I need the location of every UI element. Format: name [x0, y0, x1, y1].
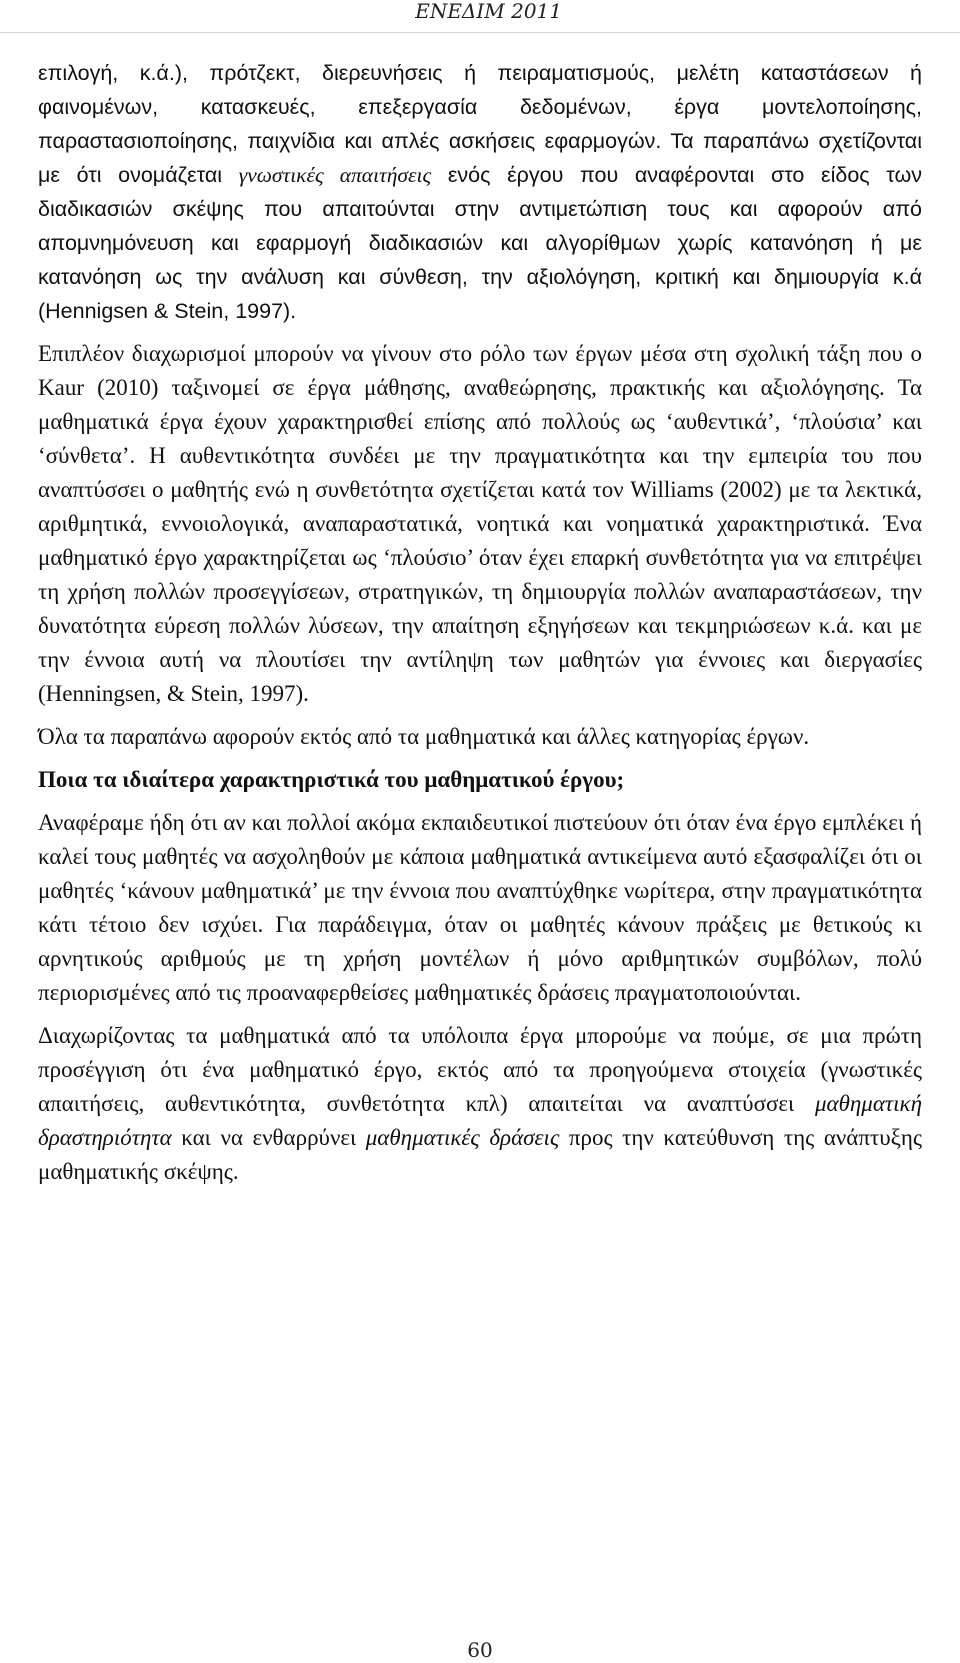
paragraph-doing-mathematics: Αναφέραμε ήδη ότι αν και πολλοί ακόμα εκπαιδευτικοί πιστεύουν ότι όταν ένα έργο εμπλέκει ή καλεί τους μαθητές να ασχοληθούν με κάποια μαθηματικά αντικείμενα αυτό εξασφαλίζει ότι οι μαθητές ‘κάνουν μαθηματικά’ με την έννοια που αναπτύχθηκε νωρίτερα, στην πραγματικότητα κάτι τέτοιο δεν ισχύει. Για παράδειγμα, όταν οι μαθητές κάνουν πράξεις με θετικούς κι αρνητικούς αριθμούς με τη χρήση μοντέλων ή μόνο αριθμητικών συμβόλων, πολύ περιορισμένες από τις προαναφερθείσες μαθηματικές δράσεις πραγματοποιούνται. [38, 810, 922, 1005]
paragraph-task-types-text-b: ενός έργου που αναφέρονται στο είδος των διαδικασιών σκέψης που απαιτούνται στην αντιμετώπιση τους και αφορούν από απομνημόνευση και εφαρμογή διαδικασιών και αλγορίθμων χωρίς κατανόηση ή με κατανόηση ως την ανάλυση και σύνθεση, την αξιολόγηση, κριτική και δημιουργία κ.ά (Hennigsen & Stein, 1997). [38, 163, 922, 323]
page-body [38, 56, 922, 1189]
paragraph-mathematical-activity-text-c: προς την κατεύθυνση της ανάπτυξης μαθηματικής σκέψης. [38, 1125, 922, 1184]
paragraph-task-types [38, 56, 922, 328]
running-header [415, 0, 562, 22]
section-heading: Ποια τα ιδιαίτερα χαρακτηριστικά του μαθηματικού έργου; [38, 767, 625, 792]
page-number: 60 [467, 1638, 493, 1662]
paragraph-mathematical-activity-text-b: και να ενθαρρύνει [171, 1125, 366, 1150]
paragraph-other-categories: Όλα τα παραπάνω αφορούν εκτός από τα μαθηματικά και άλλες κατηγορίας έργων. [38, 724, 810, 749]
paragraph-task-types-text-a: επιλογή, κ.ά.), πρότζεκτ, διερευνήσεις ή πειραματισμούς, μελέτη καταστάσεων ή φαινομένων, κατασκευές, επεξεργασία δεδομένων, έργα μοντελοποίησης, παραστασιοποίησης, παιχνίδια και απλές ασκήσεις εφαρμογών. Τα παραπάνω σχετίζονται με ότι ονομάζεται [38, 61, 922, 187]
paragraph-mathematical-activity-text-a: Διαχωρίζοντας τα μαθηματικά από τα υπόλοιπα έργα μπορούμε να πούμε, σε μια πρώτη προσέγγιση ότι ένα μαθηματικό έργο, εκτός από τα προηγούμενα στοιχεία (γνωστικές απαιτήσεις, αυθεντικότητα, συνθετότητα κπλ) απαιτείται να αναπτύσσει [38, 1023, 922, 1116]
term-mathematical-actions: μαθηματικές δράσεις [365, 1125, 560, 1150]
running-title: ΕΝΕΔΙΜ 2011 [415, 0, 562, 23]
paragraph-mathematical-activity [38, 1019, 922, 1189]
paragraph-task-roles: Επιπλέον διαχωρισμοί μπορούν να γίνουν στο ρόλο των έργων μέσα στη σχολική τάξη που ο Kaur (2010) ταξινομεί σε έργα μάθησης, αναθεώρησης, πρακτικής και αξιολόγησης. Τα μαθηματικά έργα έχουν χαρακτηρισθεί επίσης από πολλούς ως ‘αυθεντικά’, ‘πλούσια’ και ‘σύνθετα’. Η αυθεντικότητα συνδέει με την πραγματικότητα και την εμπειρία του που αναπτύσσει ο μαθητής ενώ η συνθετότητα σχετίζεται κατά τον Williams (2002) με τα λεκτικά, αριθμητικά, εννοιολογικά, αναπαραστατικά, νοητικά και νοηματικά χαρακτηριστικά. Ένα μαθηματικό έργο χαρακτηρίζεται ως ‘πλούσιο’ όταν έχει επαρκή συνθετότητα για να επιτρέψει τη χρήση πολλών προσεγγίσεων, στρατηγικών, τη δημιουργία πολλών αναπαραστάσεων, την δυνατότητα εύρεση πολλών λύσεων, την απαίτηση εξηγήσεων και τεκμηριώσεων κ.ά. και με την έννοια αυτή να πλουτίσει την αντίληψη των μαθητών για έννοιες και διεργασίες (Henningsen, & Stein, 1997). [38, 341, 922, 706]
header-divider [0, 32, 960, 33]
term-mathematical-activity: μαθηματική δραστηριότητα [38, 1091, 922, 1150]
term-cognitive-demands: γνωστικές απαιτήσεις [238, 163, 432, 187]
